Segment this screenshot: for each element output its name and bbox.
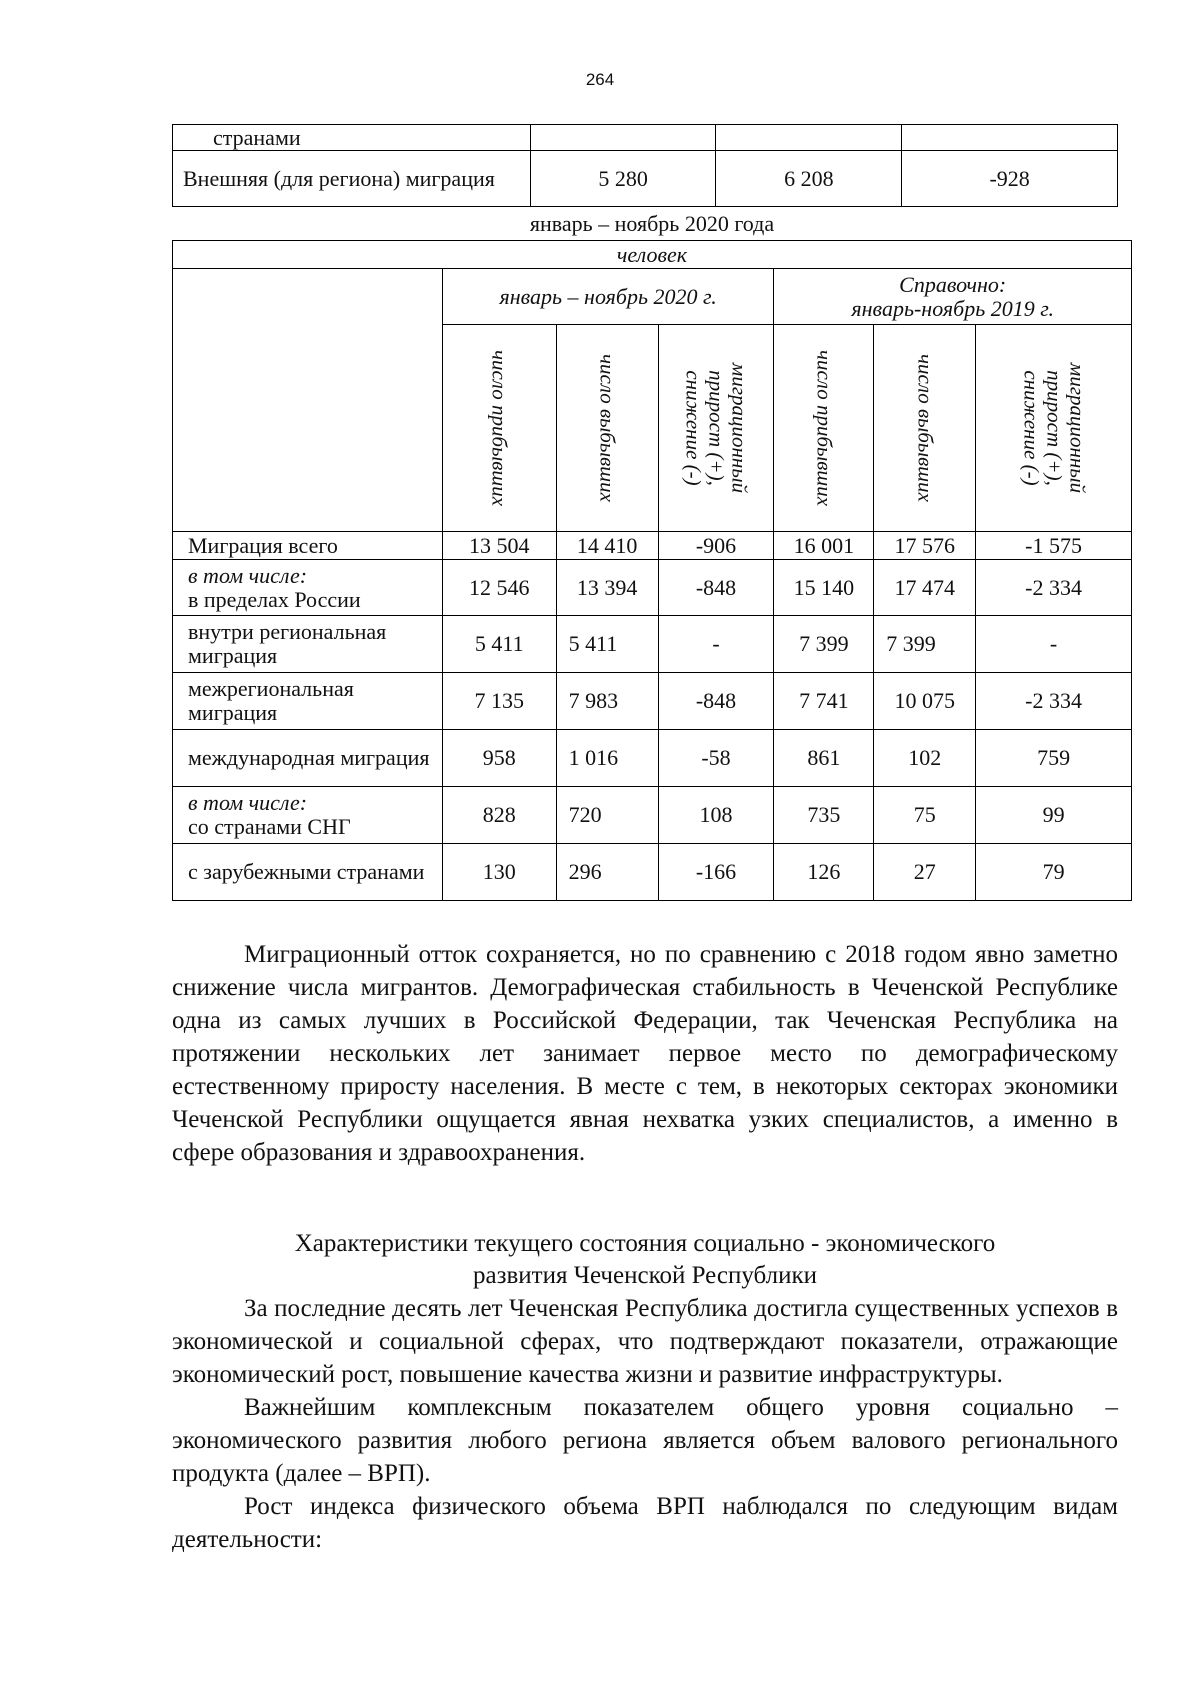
table-row <box>173 787 1132 844</box>
col-header <box>556 325 658 532</box>
cell: -1 575 <box>976 532 1132 560</box>
row-label: внутри региональная миграция <box>173 616 443 673</box>
cell: 6 208 <box>716 151 902 207</box>
cell: 7 741 <box>774 673 874 730</box>
cell: 99 <box>976 787 1132 844</box>
cell: 16 001 <box>774 532 874 560</box>
page-number: 264 <box>585 70 615 89</box>
cell <box>530 125 716 151</box>
table-row <box>173 616 1132 673</box>
header-corner <box>173 269 443 532</box>
cell: 296 <box>556 844 658 901</box>
row-label: Внешняя (для региона) миграция <box>173 151 531 207</box>
col-header <box>774 325 874 532</box>
group-header-2019 <box>774 269 1132 325</box>
cell: 7 135 <box>442 673 556 730</box>
row-label: межрегиональная миграция <box>173 673 443 730</box>
paragraph-text: Рост индекса физического объема ВРП наблюдался по следующим видам деятельности: <box>172 1493 1118 1553</box>
col-header <box>976 325 1132 532</box>
col-header-text: число выбывших <box>595 354 620 502</box>
cell: 828 <box>442 787 556 844</box>
row-label-text: в пределах России <box>188 586 361 612</box>
table-caption: январь – ноябрь 2020 года <box>529 211 775 236</box>
col-header-text: миграционный прирост (+), снижение (-) <box>1019 362 1090 494</box>
group-header-2020: январь – ноябрь 2020 г. <box>442 269 774 325</box>
section-heading <box>172 1228 1118 1292</box>
col-header <box>442 325 556 532</box>
cell: 735 <box>774 787 874 844</box>
cell: 7 399 <box>774 616 874 673</box>
cell: - <box>976 616 1132 673</box>
col-header <box>658 325 774 532</box>
cell: 13 504 <box>442 532 556 560</box>
cell: - <box>658 616 774 673</box>
col-header-text: число выбывших <box>913 354 938 502</box>
cell: 5 411 <box>442 616 556 673</box>
cell <box>902 125 1118 151</box>
unit-row <box>173 241 1132 269</box>
cell: -2 334 <box>976 673 1132 730</box>
cell: -928 <box>902 151 1118 207</box>
body-paragraph-1 <box>172 938 1118 1169</box>
cell: 5 280 <box>530 151 716 207</box>
table-row <box>173 730 1132 787</box>
group-header-2019-line2: январь-ноябрь 2019 г. <box>851 295 1055 321</box>
table-row <box>173 151 1118 207</box>
paragraph-text: Миграционный отток сохраняется, но по сравнению с 2018 годом явно заметно снижение числа мигрантов. Демографическая стабильность в Чеченской Республике одна из самых лучших в Российской Федерации, так Чеченская Республика на протяжении нескольких лет занимает первое место по демографическому естественному приросту населения. В месте с тем, в некоторых секторах экономики Чеченской Республики ощущается явная нехватка узких специалистов, а именно в сфере образования и здравоохранения. <box>172 941 1118 1166</box>
group-header-row <box>173 269 1132 325</box>
section-heading-line1: Характеристики текущего состояния социально - экономического <box>294 1230 996 1257</box>
cell: -2 334 <box>976 560 1132 616</box>
table-row <box>173 844 1132 901</box>
cell: 27 <box>874 844 976 901</box>
cell: 126 <box>774 844 874 901</box>
cell: 720 <box>556 787 658 844</box>
col-header-text: число прибывших <box>812 349 837 507</box>
cell: 15 140 <box>774 560 874 616</box>
cell: 10 075 <box>874 673 976 730</box>
cell: 79 <box>976 844 1132 901</box>
cell: 17 474 <box>874 560 976 616</box>
cell: -848 <box>658 560 774 616</box>
row-label <box>173 560 443 616</box>
cell: 1 016 <box>556 730 658 787</box>
cell: 14 410 <box>556 532 658 560</box>
row-label: странами <box>173 125 531 151</box>
row-label: с зарубежными странами <box>173 844 443 901</box>
cell: -166 <box>658 844 774 901</box>
row-label: Миграция всего <box>173 532 443 560</box>
paragraph-text: За последние десять лет Чеченская Республика достигла существенных успехов в экономической и социальной сферах, что подтверждают показатели, отражающие экономический рост, повышение качества жизни и развитие инфраструктуры. <box>172 1295 1118 1388</box>
cell: 108 <box>658 787 774 844</box>
cell: 102 <box>874 730 976 787</box>
table-row <box>173 560 1132 616</box>
paragraph-text: Важнейшим комплексным показателем общего уровня социально – экономического развития любого региона является объем валового регионального продукта (далее – ВРП). <box>172 1394 1118 1487</box>
table-row <box>173 673 1132 730</box>
table-row <box>173 125 1118 151</box>
col-header <box>874 325 976 532</box>
cell: 13 394 <box>556 560 658 616</box>
row-label <box>173 787 443 844</box>
unit-label: человек <box>173 241 1132 269</box>
cell: 130 <box>442 844 556 901</box>
group-header-2019-line1: Справочно: <box>899 271 1007 297</box>
cell: 861 <box>774 730 874 787</box>
section-heading-line2: развития Чеченской Республики <box>473 1262 817 1289</box>
cell <box>716 125 902 151</box>
cell: 7 983 <box>556 673 658 730</box>
table-row <box>173 532 1132 560</box>
cell: 75 <box>874 787 976 844</box>
cell: 759 <box>976 730 1132 787</box>
cell: 958 <box>442 730 556 787</box>
cell: 17 576 <box>874 532 976 560</box>
row-label-note: в том числе: <box>188 790 308 815</box>
row-label: международная миграция <box>173 730 443 787</box>
cell: 5 411 <box>556 616 658 673</box>
row-label-text: со странами СНГ <box>188 814 351 839</box>
body-paragraphs-2 <box>172 1292 1118 1556</box>
col-header-text: миграционный прирост (+), снижение (-) <box>681 362 752 494</box>
cell: -848 <box>658 673 774 730</box>
migration-table <box>172 240 1132 901</box>
cell: -58 <box>658 730 774 787</box>
cell: -906 <box>658 532 774 560</box>
col-header-text: число прибывших <box>487 349 512 507</box>
row-label-note: в том числе: <box>188 562 308 588</box>
cell: 12 546 <box>442 560 556 616</box>
cell: 7 399 <box>874 616 976 673</box>
top-continuation-table <box>172 124 1118 207</box>
